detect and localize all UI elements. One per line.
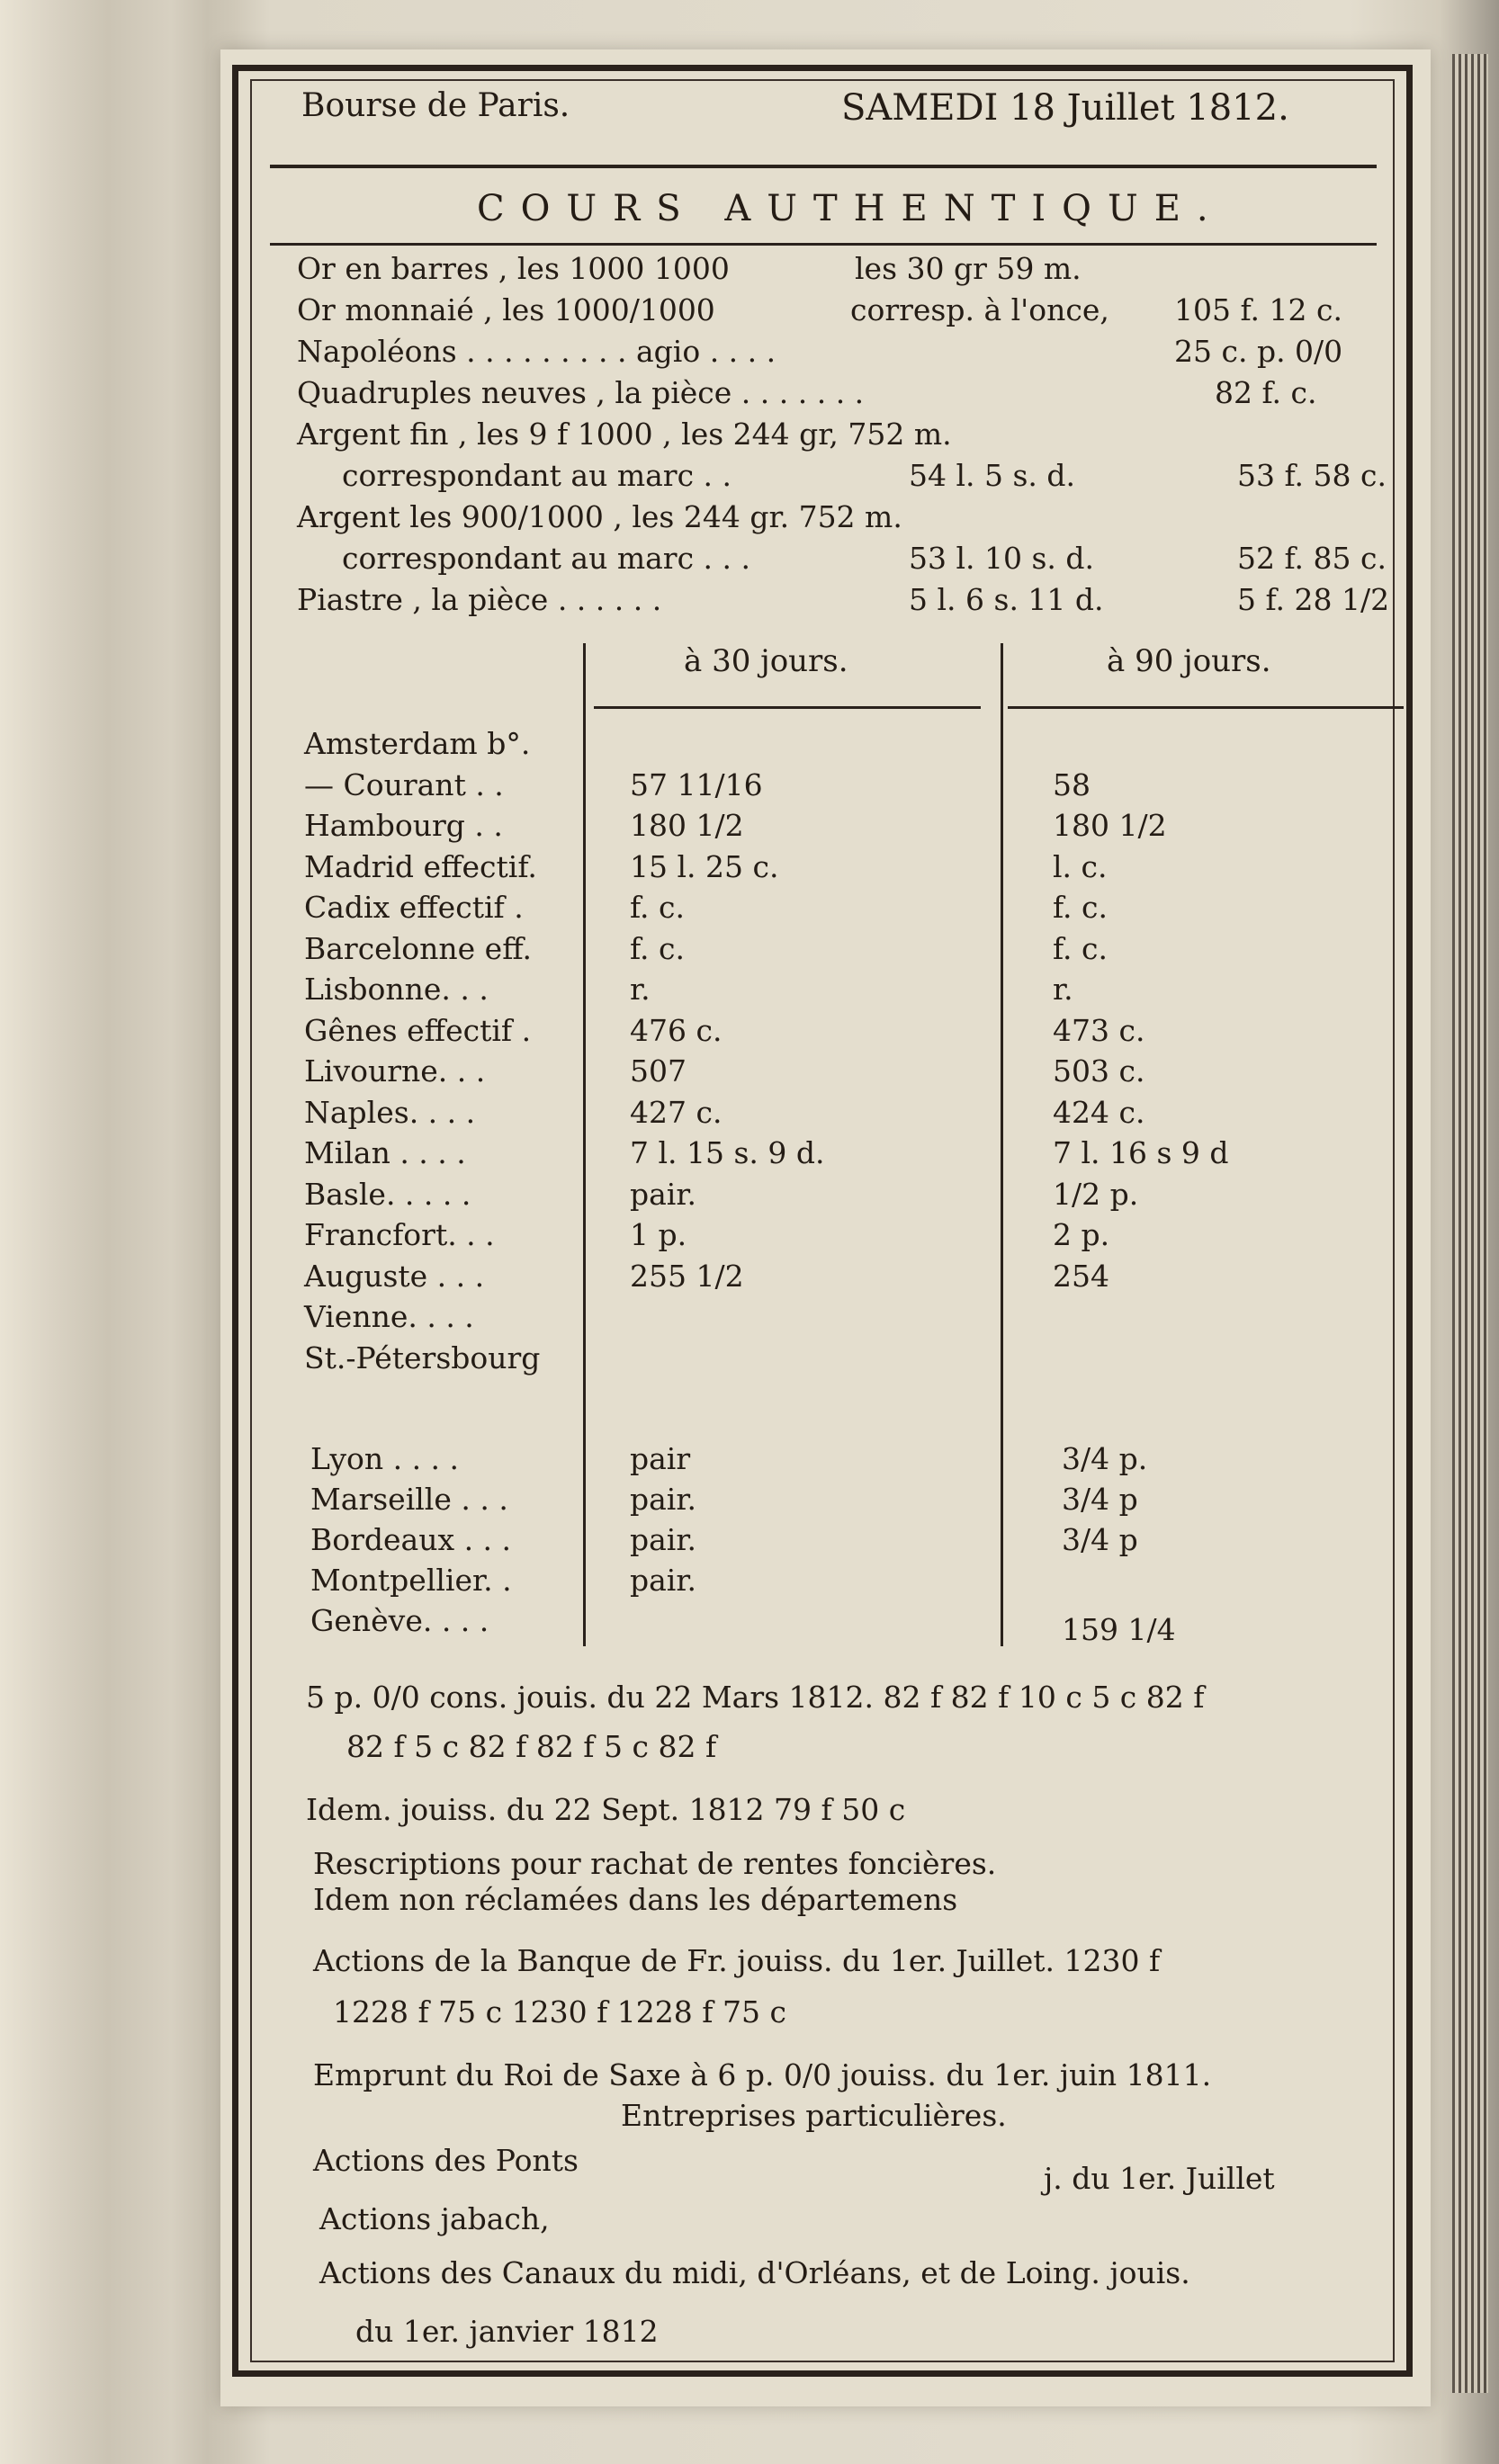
exchange-90-days: 254	[1053, 1259, 1109, 1294]
exchange-city: Basle. . . . .	[304, 1177, 471, 1212]
metal-label: Piastre , la pièce . . . . . .	[297, 582, 662, 617]
exchange-city: St.-Pétersbourg	[304, 1340, 541, 1375]
exchange-30-days: 7 l. 15 s. 9 d.	[630, 1135, 825, 1170]
fund-line: 5 p. 0/0 cons. jouis. du 22 Mars 1812. 82 f 82 f 10 c 5 c 82 f	[306, 1680, 1205, 1715]
fund-line: 82 f 5 c 82 f 82 f 5 c 82 f	[346, 1729, 717, 1764]
metal-label: Napoléons . . . . . . . . . agio . . . .	[297, 334, 776, 369]
exchange-city: Livourne. . .	[304, 1053, 486, 1089]
metal-value: 105 f. 12 c.	[1174, 292, 1342, 327]
col-90-rule	[1008, 706, 1404, 709]
header-left: Bourse de Paris.	[301, 87, 570, 124]
exchange-90-days: l. c.	[1053, 849, 1108, 884]
metal-label: Argent les 900/1000 , les 244 gr. 752 m.	[297, 499, 902, 534]
domestic-city: Bordeaux . . .	[310, 1522, 512, 1557]
exchange-30-days: 255 1/2	[630, 1259, 744, 1294]
exchange-30-days: r.	[630, 972, 651, 1007]
domestic-90-days: 3/4 p	[1062, 1482, 1138, 1517]
fund-line: Actions jabach,	[319, 2201, 550, 2236]
exchange-city: Auguste . . .	[304, 1259, 485, 1294]
metal-label: Quadruples neuves , la pièce . . . . . . .	[297, 375, 865, 410]
exchange-30-days: f. c.	[630, 931, 685, 966]
exchange-city: Amsterdam b°.	[304, 726, 531, 761]
exchange-city: Hambourg . .	[304, 808, 503, 843]
metal-label: Or monnaié , les 1000/1000	[297, 292, 715, 327]
fund-line: Actions des Ponts	[313, 2143, 579, 2178]
col-30-rule	[594, 706, 981, 709]
metal-label: correspondant au marc . .	[342, 458, 732, 493]
metal-label: Argent fin , les 9 f 1000 , les 244 gr, 752 m.	[297, 417, 952, 452]
exchange-90-days: 424 c.	[1053, 1095, 1145, 1130]
domestic-30-days: pair	[630, 1441, 691, 1476]
domestic-30-days: pair.	[630, 1563, 696, 1598]
fund-line: du 1er. janvier 1812	[355, 2314, 659, 2349]
domestic-city: Genève. . . .	[310, 1603, 489, 1638]
exchange-30-days: 1 p.	[630, 1217, 687, 1252]
domestic-90-days: 3/4 p	[1062, 1522, 1138, 1557]
exchange-90-days: 473 c.	[1053, 1013, 1145, 1048]
metal-detail: les 30 gr 59 m.	[855, 251, 1082, 286]
fund-line: Emprunt du Roi de Saxe à 6 p. 0/0 jouiss. du 1er. juin 1811.	[313, 2057, 1212, 2092]
page-edges	[1452, 54, 1488, 2393]
fund-line: Rescriptions pour rachat de rentes foncières.	[313, 1846, 997, 1881]
metal-value: 82 f. c.	[1215, 375, 1317, 410]
exchange-city: Madrid effectif.	[304, 849, 537, 884]
metal-label: correspondant au marc . . .	[342, 541, 750, 576]
domestic-30-days: pair.	[630, 1482, 696, 1517]
title-rule	[270, 243, 1377, 246]
domestic-90-days: 3/4 p.	[1062, 1441, 1148, 1476]
exchange-city: Lisbonne. . .	[304, 972, 489, 1007]
header-rule	[270, 165, 1377, 168]
exchange-90-days: 180 1/2	[1053, 808, 1167, 843]
metal-value: 5 f. 28 1/2	[1237, 582, 1390, 617]
domestic-30-days: pair.	[630, 1522, 696, 1557]
domestic-city: Marseille . . .	[310, 1482, 508, 1517]
metal-label: Or en barres , les 1000 1000	[297, 251, 730, 286]
exchange-city: Francfort. . .	[304, 1217, 495, 1252]
fund-line: j. du 1er. Juillet	[1044, 2161, 1275, 2196]
metal-detail: 5 l. 6 s. 11 d.	[909, 582, 1104, 617]
exchange-90-days: 503 c.	[1053, 1053, 1145, 1089]
exchange-city: Gênes effectif .	[304, 1013, 532, 1048]
fund-line: Idem non réclamées dans les départemens	[313, 1882, 958, 1917]
exchange-30-days: 15 l. 25 c.	[630, 849, 779, 884]
exchange-30-days: pair.	[630, 1177, 696, 1212]
exchange-90-days: 7 l. 16 s 9 d	[1053, 1135, 1229, 1170]
domestic-city: Montpellier. .	[310, 1563, 512, 1598]
exchange-90-days: r.	[1053, 972, 1073, 1007]
col-30-header: à 30 jours.	[684, 643, 848, 679]
col-90-header: à 90 jours.	[1107, 643, 1271, 679]
header-date: SAMEDI 18 Juillet 1812.	[841, 87, 1289, 129]
exchange-90-days: f. c.	[1053, 931, 1108, 966]
metal-value: 52 f. 85 c.	[1237, 541, 1387, 576]
exchange-city: — Courant . .	[304, 767, 504, 802]
exchange-30-days: 427 c.	[630, 1095, 723, 1130]
exchange-city: Barcelonne eff.	[304, 931, 532, 966]
exchange-30-days: f. c.	[630, 890, 685, 925]
exchange-city: Milan . . . .	[304, 1135, 466, 1170]
fund-line: Actions des Canaux du midi, d'Orléans, et de Loing. jouis.	[319, 2255, 1190, 2290]
exchange-90-days: 2 p.	[1053, 1217, 1110, 1252]
title: COURS AUTHENTIQUE.	[477, 188, 1225, 229]
exchange-city: Naples. . . .	[304, 1095, 476, 1130]
exchange-90-days: f. c.	[1053, 890, 1108, 925]
metal-detail: corresp. à l'once,	[850, 292, 1109, 327]
fund-line: Idem. jouiss. du 22 Sept. 1812 79 f 50 c	[306, 1792, 906, 1827]
col-divider-right	[1001, 643, 1003, 1646]
exchange-30-days: 57 11/16	[630, 767, 763, 802]
exchange-30-days: 180 1/2	[630, 808, 744, 843]
exchange-90-days: 1/2 p.	[1053, 1177, 1139, 1212]
exchange-30-days: 507	[630, 1053, 687, 1089]
metal-detail: 53 l. 10 s. d.	[909, 541, 1095, 576]
exchange-30-days: 476 c.	[630, 1013, 723, 1048]
fund-line: Entreprises particulières.	[621, 2098, 1007, 2133]
metal-value: 53 f. 58 c.	[1237, 458, 1387, 493]
exchange-90-days: 58	[1053, 767, 1091, 802]
exchange-city: Vienne. . . .	[304, 1299, 474, 1334]
fund-line: 1228 f 75 c 1230 f 1228 f 75 c	[333, 1994, 786, 2029]
exchange-city: Cadix effectif .	[304, 890, 524, 925]
fund-line: Actions de la Banque de Fr. jouiss. du 1er. Juillet. 1230 f	[313, 1943, 1161, 1978]
col-divider-left	[583, 643, 586, 1646]
metal-detail: 54 l. 5 s. d.	[909, 458, 1076, 493]
metal-value: 25 c. p. 0/0	[1174, 334, 1343, 369]
domestic-city: Lyon . . . .	[310, 1441, 460, 1476]
domestic-90-days: 159 1/4	[1062, 1612, 1176, 1647]
